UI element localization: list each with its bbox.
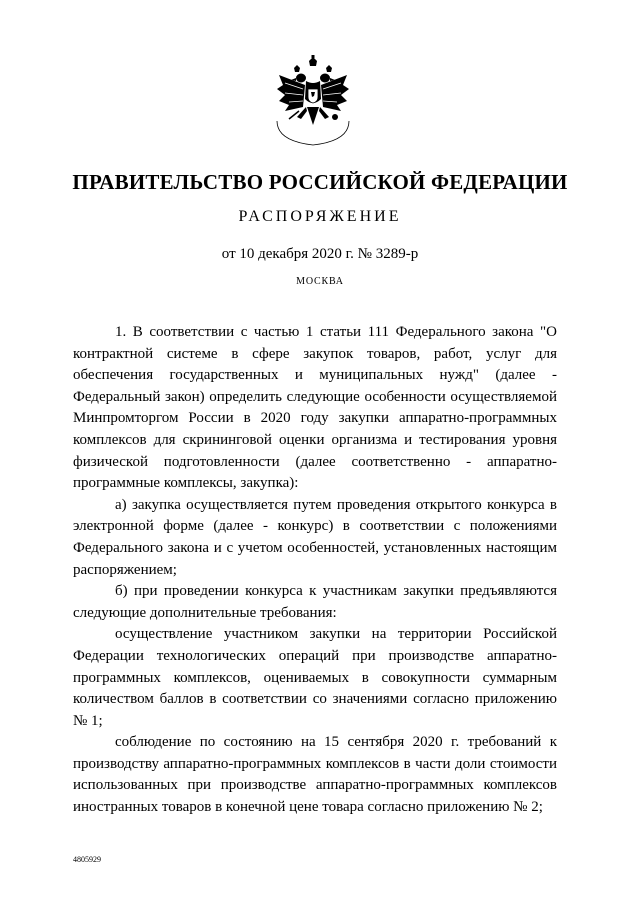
document-code: 4805929 [73, 855, 101, 864]
paragraph-requirement-1: осуществление участником закупки на территории Российской Федерации технологических операций при производстве аппаратно-программных комплексов, оцениваемых в совокупности суммарным количеством баллов в соответствии со значениями согласно приложению № 1; [73, 626, 557, 729]
paragraph-1: 1. В соответствии с частью 1 статьи 111 Федерального закона "О контрактной системе в сфере закупок товаров, работ, услуг для обеспечения государственных и муниципальных нужд" (далее - Федеральный закон) определить следующие особенности осуществляемой Минпромторгом России в 2020 году закупки аппаратно-программных комплексов для скрининговой оценки организма и тестирования уровня физической подготовленности (далее соответственно - аппаратно-программные комплексы, закупка): [73, 324, 557, 492]
russian-coat-of-arms-icon [273, 55, 353, 147]
paragraph-b: б) при проведении конкурса к участникам закупки предъявляются следующие дополнительные требования: [73, 583, 557, 621]
page-title: ПРАВИТЕЛЬСТВО РОССИЙСКОЙ ФЕДЕРАЦИИ [72, 170, 568, 194]
document-body [73, 322, 557, 819]
document-city: МОСКВА [296, 276, 344, 287]
document-type: РАСПОРЯЖЕНИЕ [238, 208, 402, 225]
document-date-number: от 10 декабря 2020 г. № 3289-р [221, 246, 419, 262]
paragraph-requirement-2: соблюдение по состоянию на 15 сентября 2020 г. требований к производству аппаратно-программных комплексов в части доли стоимости использованных при производстве аппаратно-программных комплексов иностранных товаров в конечной цене товара согласно приложению № 2; [73, 734, 557, 816]
paragraph-a: а) закупка осуществляется путем проведения открытого конкурса в электронной форме (далее - конкурс) в соответствии с положениями Федерального закона и с учетом особенностей, установленных настоящим распоряжением; [73, 496, 557, 578]
